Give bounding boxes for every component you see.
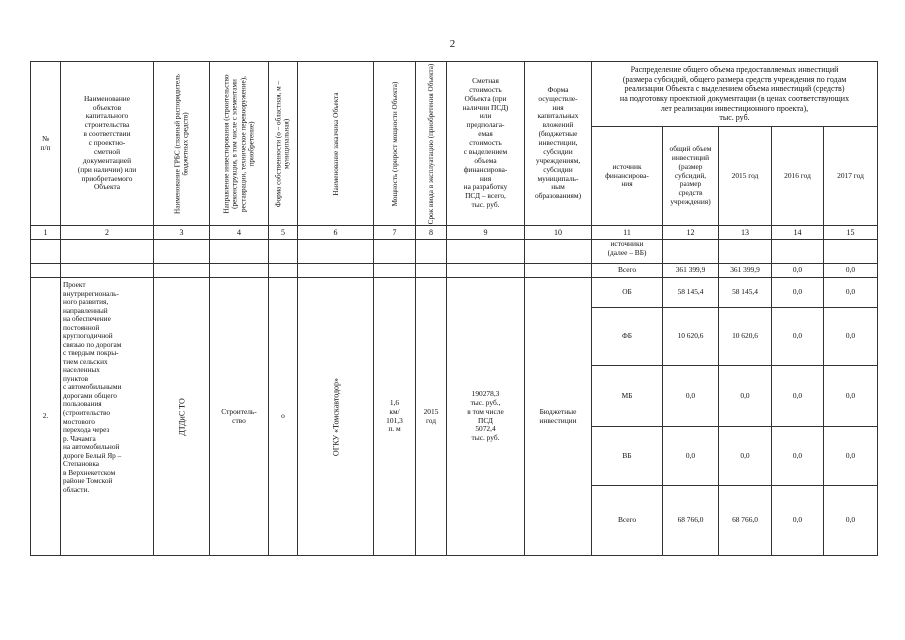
column-number: 1: [31, 226, 61, 240]
object-form: Бюджетные инвестиции: [525, 278, 592, 556]
year-2016-cell: 0,0: [772, 366, 824, 427]
carryover-source-note: источники (далее – ВБ): [592, 240, 663, 264]
header-year-2015: 2015 год: [719, 127, 772, 226]
column-number: 12: [663, 226, 719, 240]
header-grbs: Наименование ГРБС (главный распорядитель бюджетных средств): [154, 62, 210, 226]
total-cell: 0,0: [663, 366, 719, 427]
year-2016-cell: 0,0: [772, 308, 824, 366]
total-cell: 68 766,0: [663, 486, 719, 556]
source-cell: ФБ: [592, 308, 663, 366]
column-number: 2: [61, 226, 154, 240]
column-number: 14: [772, 226, 824, 240]
year-2017-cell: 0,0: [824, 278, 878, 308]
header-number: № п/п: [31, 62, 61, 226]
header-direction: Направление инвестирования (строительство (реконструкция, в том числе с элементами реставрации, техническое перевооружение), приобретение): [210, 62, 269, 226]
page-number: 2: [449, 38, 456, 50]
source-cell: Всего: [592, 264, 663, 278]
year-2017-cell: 0,0: [824, 427, 878, 486]
year-2015-cell: 361 399,9: [719, 264, 772, 278]
year-2017-cell: 0,0: [824, 366, 878, 427]
year-2017-cell: 0,0: [824, 486, 878, 556]
object-customer: ОГКУ «Томскавтодор»: [298, 278, 374, 556]
header-object-name: Наименование объектов капитального строительства в соответствии с проектно- сметной документацией (при наличии) или приобретаемого Объекта: [61, 62, 154, 226]
total-cell: 10 620,6: [663, 308, 719, 366]
column-number: 6: [298, 226, 374, 240]
column-number: 15: [824, 226, 878, 240]
total-cell: 361 399,9: [663, 264, 719, 278]
column-number: 8: [416, 226, 447, 240]
column-number: 7: [374, 226, 416, 240]
object-number: 2.: [31, 278, 61, 556]
total-cell: 0,0: [663, 427, 719, 486]
column-number: 10: [525, 226, 592, 240]
source-cell: ВБ: [592, 427, 663, 486]
year-2015-cell: 10 620,6: [719, 308, 772, 366]
object-direction: Строитель- ство: [210, 278, 269, 556]
carryover-total-row: [31, 264, 878, 278]
year-2016-cell: 0,0: [772, 264, 824, 278]
header-customer: Наименование заказчика Объекта: [298, 62, 374, 226]
column-number: 4: [210, 226, 269, 240]
header-term: Срок ввода в эксплуатацию (приобретения Объекта): [416, 62, 447, 226]
year-2017-cell: 0,0: [824, 308, 878, 366]
header-total-volume: общий объем инвестиций (размер субсидий, размер средств учреждения): [663, 127, 719, 226]
source-cell: МБ: [592, 366, 663, 427]
investment-table: [30, 61, 878, 556]
column-number: 5: [269, 226, 298, 240]
header-year-2016: 2016 год: [772, 127, 824, 226]
header-year-2017: 2017 год: [824, 127, 878, 226]
year-2015-cell: 68 766,0: [719, 486, 772, 556]
year-2015-cell: 0,0: [719, 366, 772, 427]
object-grbs: ДТДиС ТО: [154, 278, 210, 556]
source-cell: Всего: [592, 486, 663, 556]
column-number: 11: [592, 226, 663, 240]
object-term: 2015 год: [416, 278, 447, 556]
header-form: Форма осуществле- ния капитальных вложений (бюджетные инвестиции, субсидии учреждениям, субсидии муниципаль- ным образованиям): [525, 62, 592, 226]
year-2017-cell: 0,0: [824, 264, 878, 278]
year-2016-cell: 0,0: [772, 486, 824, 556]
year-2016-cell: 0,0: [772, 278, 824, 308]
carryover-source-row: [31, 240, 878, 264]
object-name: Проект внутрирегиональ- ного развития, направленный на обеспечение постоянной круглогодичной связью по дорогам с твердым покры- тием сельских населенных пунктов с автомобильными дорогами общего пользования (строительство мостового перехода через р. Чачамга на автомобильной дороге Белый Яр – Степановка в Верхнекетском районе Томской области.: [61, 278, 154, 556]
object-row: [31, 278, 878, 308]
header-ownership: Форма собственности (о – областная, м – муниципальная): [269, 62, 298, 226]
column-number: 9: [447, 226, 525, 240]
column-number: 13: [719, 226, 772, 240]
header-cost: Сметная стоимость Объекта (при наличии ПСД) или предполага- емая стоимость с выделением объема финансирова- ния на разработку ПСД – всего, тыс. руб.: [447, 62, 525, 226]
object-ownership: о: [269, 278, 298, 556]
year-2016-cell: 0,0: [772, 427, 824, 486]
year-2015-cell: 58 145,4: [719, 278, 772, 308]
object-cost: 190278,3 тыс. руб., в том числе ПСД 5072,4 тыс. руб.: [447, 278, 525, 556]
column-number-row: [31, 226, 878, 240]
column-number: 3: [154, 226, 210, 240]
object-capacity: 1,6 км/ 101,3 п. м: [374, 278, 416, 556]
total-cell: 58 145,4: [663, 278, 719, 308]
source-cell: ОБ: [592, 278, 663, 308]
year-2015-cell: 0,0: [719, 427, 772, 486]
header-source: источник финансирова- ния: [592, 127, 663, 226]
header-capacity: Мощность (прирост мощности Объекта): [374, 62, 416, 226]
header-distribution: Распределение общего объема предоставляемых инвестиций (размера субсидий, общего размера средств учреждения по годам реализации Объекта с выделением объема инвестиций (средств) на подготовку проектной документации (в ценах соответствующих лет реализации инвестиционного проекта), тыс. руб.: [592, 62, 878, 127]
